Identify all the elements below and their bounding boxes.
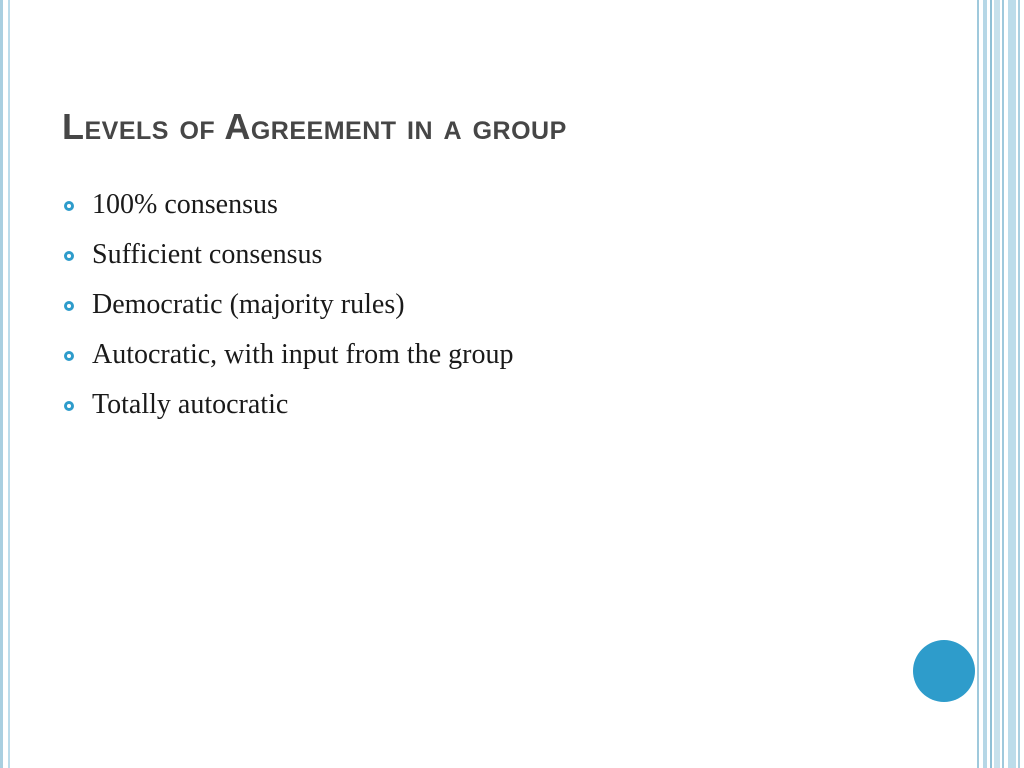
right-decorative-stripe (1018, 0, 1020, 768)
bullet-text: Sufficient consensus (92, 239, 323, 270)
bullet-item (64, 387, 513, 437)
left-border-line-inner (8, 0, 10, 768)
bullet-item (64, 237, 513, 287)
right-decorative-stripe (977, 0, 979, 768)
bullet-text: Democratic (majority rules) (92, 289, 405, 320)
bullet-item (64, 187, 513, 237)
right-decorative-stripe (1008, 0, 1016, 768)
bullet-circle-icon (64, 301, 74, 311)
bullet-text: Totally autocratic (92, 389, 289, 420)
bullet-list (64, 187, 513, 437)
bullet-item (64, 337, 513, 387)
left-border-line (0, 0, 3, 768)
bullet-text: Autocratic, with input from the group (92, 339, 514, 370)
bullet-circle-icon (64, 401, 74, 411)
right-decorative-stripe (1002, 0, 1004, 768)
decorative-circle (913, 640, 975, 702)
bullet-circle-icon (64, 251, 74, 261)
bullet-circle-icon (64, 201, 74, 211)
bullet-item (64, 287, 513, 337)
bullet-text: 100% consensus (92, 189, 278, 220)
right-decorative-stripe (983, 0, 987, 768)
right-decorative-stripe (994, 0, 1000, 768)
slide-title: Levels of Agreement in a group (62, 106, 567, 147)
right-decorative-stripe (990, 0, 992, 768)
bullet-circle-icon (64, 351, 74, 361)
